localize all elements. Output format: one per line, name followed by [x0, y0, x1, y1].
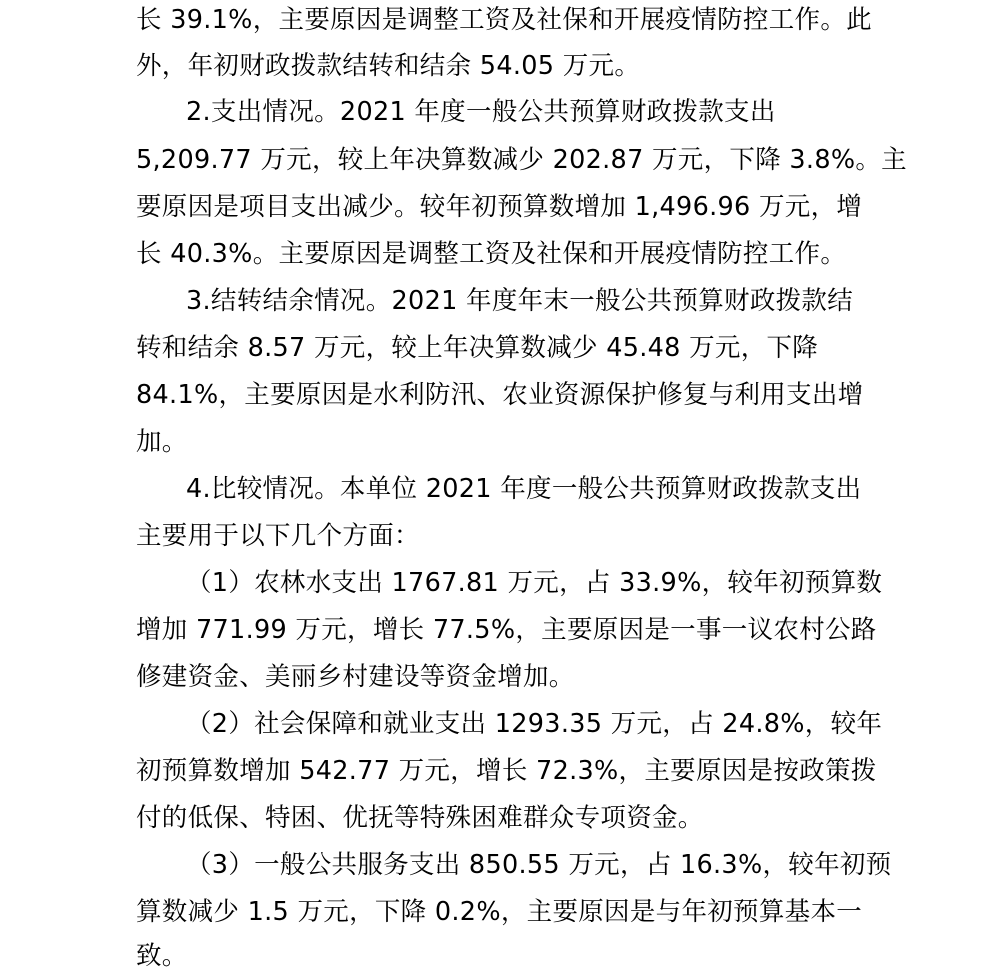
text-line: 要原因是项目支出减少。较年初预算数增加 1,496.96 万元，增 — [136, 192, 863, 222]
text-line: 付的低保、特困、优抚等特殊困难群众专项资金。 — [136, 803, 704, 833]
text-line: 84.1%，主要原因是水利防汛、农业资源保护修复与利用支出增 — [136, 380, 864, 410]
text-line: 5,209.77 万元，较上年决算数减少 202.87 万元，下降 3.8%。主 — [136, 145, 907, 175]
text-line: （1）农林水支出 1767.81 万元，占 33.9%，较年初预算数 — [186, 568, 883, 598]
text-line: （2）社会保障和就业支出 1293.35 万元，占 24.8%，较年 — [186, 709, 883, 739]
text-line: 初预算数增加 542.77 万元，增长 72.3%，主要原因是按政策拨 — [136, 756, 877, 786]
text-line: 外，年初财政拨款结转和结余 54.05 万元。 — [136, 51, 641, 81]
text-line: 修建资金、美丽乡村建设等资金增加。 — [136, 662, 575, 692]
text-line: 增加 771.99 万元，增长 77.5%，主要原因是一事一议农村公路 — [136, 615, 877, 645]
text-line: 长 40.3%。主要原因是调整工资及社保和开展疫情防控工作。 — [136, 239, 847, 269]
text-line: 致。 — [136, 941, 188, 971]
text-line: （3）一般公共服务支出 850.55 万元，占 16.3%，较年初预 — [186, 850, 892, 880]
text-line: 主要用于以下几个方面： — [136, 521, 420, 551]
text-line: 转和结余 8.57 万元，较上年决算数减少 45.48 万元，下降 — [136, 333, 819, 363]
text-line: 加。 — [136, 427, 188, 457]
text-line: 3.结转结余情况。2021 年度年末一般公共预算财政拨款结 — [186, 286, 854, 316]
text-line: 4.比较情况。本单位 2021 年度一般公共预算财政拨款支出 — [186, 474, 862, 504]
text-line: 2.支出情况。2021 年度一般公共预算财政拨款支出 — [186, 97, 776, 127]
text-line: 长 39.1%，主要原因是调整工资及社保和开展疫情防控工作。此 — [136, 5, 872, 35]
text-line: 算数减少 1.5 万元，下降 0.2%，主要原因是与年初预算基本一 — [136, 897, 863, 927]
